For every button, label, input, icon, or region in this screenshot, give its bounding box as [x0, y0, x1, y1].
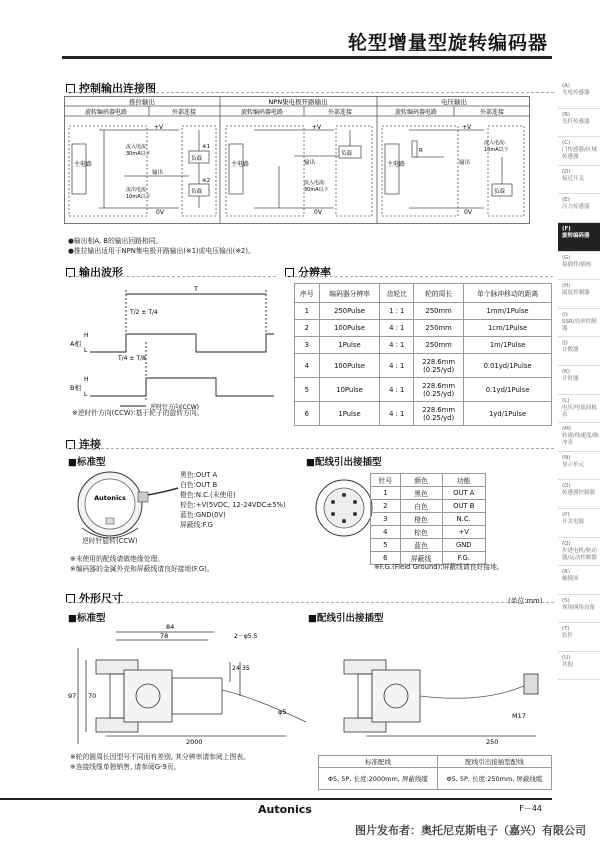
dim-70: 70: [88, 692, 97, 700]
note-line: ※编码器的金属外壳和屏蔽线请良好接地(F.G)。: [70, 565, 214, 573]
label-low: L: [84, 347, 88, 354]
control-output-notes: [68, 236, 255, 256]
unit-label: (单位:mm): [508, 597, 543, 605]
panel-title-pushpull: 推拉输出: [129, 98, 155, 106]
sidebar-letter: (J): [562, 340, 568, 347]
label-main-circuit: 主电路: [74, 161, 93, 168]
section-resolution: 分辨率: [285, 264, 331, 280]
sidebar-item[interactable]: [558, 538, 600, 567]
table-row: [371, 526, 486, 539]
table-row: [371, 500, 486, 513]
label-period: T: [194, 285, 198, 293]
table-cell: GND: [442, 539, 486, 552]
table-cell: 1 : 1: [380, 303, 414, 320]
sidebar-label: 旋转编码器: [562, 232, 590, 239]
sidebar-item[interactable]: [558, 80, 600, 109]
label-load: 负载: [494, 189, 506, 195]
table-cell: 2: [295, 320, 320, 337]
sidebar-label: 转速/线速度/脉冲表: [562, 433, 599, 447]
sidebar-letter: (D): [562, 168, 571, 175]
table-cell: 0.1yd/1Pulse: [464, 378, 552, 402]
table-cell: 白色: [400, 500, 442, 513]
sidebar-item[interactable]: [558, 337, 600, 366]
sidebar-letter: (N): [562, 454, 571, 461]
sidebar-letter: (G): [562, 254, 571, 261]
sidebar-letter: (P): [562, 511, 570, 518]
label-sink-current: 流入电流:: [304, 180, 326, 186]
wire-item: 橙色:N.C.(未使用): [180, 491, 236, 499]
table-cell: 1Pulse: [319, 402, 380, 426]
table-header: 序号: [295, 284, 320, 303]
label-high: H: [84, 376, 89, 383]
sidebar-letter: (S): [562, 597, 570, 604]
cable-table: [318, 755, 552, 790]
label-plus-v: +V: [154, 124, 164, 131]
sidebar-label: 光电传感器: [562, 90, 590, 96]
brand-logo-text: Autonics: [94, 494, 126, 502]
footer-brand: Autonics: [258, 803, 312, 816]
dim-hole: 2－φ5.5: [234, 633, 258, 640]
sidebar-item[interactable]: [558, 366, 600, 395]
table-cell: 228.6mm (0.25/yd): [414, 354, 464, 378]
table-cell: 6: [371, 552, 401, 565]
table-cell: 4: [295, 354, 320, 378]
sidebar-letter: (Q): [562, 540, 571, 547]
sidebar-label: 软件: [562, 633, 574, 640]
waveform-note: ※逆时针方向(CCW):基于轮子的旋转方向。: [72, 409, 204, 417]
sidebar-item[interactable]: [558, 423, 600, 452]
table-cell: 100Pulse: [319, 354, 380, 378]
label-ccw: 逆时针方向(CCW): [150, 404, 199, 411]
table-cell: 10Pulse: [319, 378, 380, 402]
table-row: [295, 378, 552, 402]
table-cell: 1: [295, 303, 320, 320]
cable-cell: Φ5, 5P, 长度:2000mm, 屏蔽线缆: [319, 768, 438, 790]
panel-title-npn: NPN集电极开路输出: [268, 98, 328, 106]
sidebar-item[interactable]: [558, 623, 600, 652]
pin-table: [370, 473, 486, 565]
sidebar-item[interactable]: [558, 252, 600, 281]
sidebar-letter: (C): [562, 140, 571, 147]
table-row: [371, 487, 486, 500]
table-cell: 0.01yd/1Pulse: [464, 354, 552, 378]
table-cell: 4: [371, 526, 401, 539]
col-external: 外部连接: [327, 109, 353, 116]
sidebar-item[interactable]: [558, 280, 600, 309]
table-cell: 屏蔽线: [400, 552, 442, 565]
label-load: 负载: [191, 189, 203, 195]
cable-header: 标准配线: [319, 756, 438, 768]
wire-item: 棕色:+V(5VDC, 12-24VDC±5%): [180, 501, 286, 509]
sidebar-letter: (M): [562, 426, 572, 433]
footer-rule: [0, 798, 552, 800]
connector-pin-diagram: [314, 478, 374, 538]
dim-2000: 2000: [186, 738, 203, 746]
section-dimensions: 外形尺寸: [66, 590, 123, 606]
note-line: ※轮的圆周长因型号不同而有差别, 其分辨率请参阅上图表。: [70, 753, 250, 761]
col-external: 外部连接: [171, 109, 197, 116]
connection-standard-title: ■标准型: [68, 457, 106, 468]
table-cell: 100Pulse: [319, 320, 380, 337]
sidebar-letter: (A): [562, 83, 571, 89]
section-control-output: 控制输出连接图: [66, 80, 156, 96]
table-cell: 3: [371, 513, 401, 526]
sidebar-label: 温度控制器: [562, 290, 590, 297]
sidebar-item[interactable]: [558, 194, 600, 223]
section-waveform: 输出波形: [66, 264, 123, 280]
sidebar-label: 接近开关: [562, 175, 585, 182]
page-title: 轮型增量型旋转编码器: [347, 32, 548, 54]
label-main-circuit: 主电路: [231, 161, 250, 168]
table-cell: 1Pulse: [319, 337, 380, 354]
dim-84: 84: [166, 623, 175, 631]
sidebar-item[interactable]: [558, 166, 600, 195]
sidebar-item[interactable]: [558, 309, 600, 338]
table-cell: 250mm: [414, 303, 464, 320]
table-cell: 4 : 1: [380, 320, 414, 337]
label-sink-current: 流入电流:: [484, 140, 506, 146]
note-line: ●推拉输出适用于NPN集电极开路输出(※1)或电压输出(※2)。: [68, 247, 255, 255]
sidebar-item[interactable]: [558, 452, 600, 481]
label-load: 负载: [341, 151, 353, 157]
panel-title-voltage: 电压输出: [441, 98, 467, 106]
col-encoder-circuit: 旋转编码器电路: [240, 109, 284, 116]
sidebar-letter: (B): [562, 111, 571, 118]
table-cell: 228.6mm (0.25/yd): [414, 402, 464, 426]
dimension-notes: [70, 752, 250, 772]
col-external: 外部连接: [479, 109, 505, 116]
wire-item: 蓝色:GND(0V): [180, 511, 226, 519]
label-main-circuit: 主电路: [387, 161, 406, 168]
section-rule: [285, 276, 553, 277]
section-rule: [66, 92, 554, 93]
section-rule: [66, 602, 554, 603]
sidebar-letter: (R): [562, 569, 571, 576]
table-cell: 6: [295, 402, 320, 426]
table-cell: 3: [295, 337, 320, 354]
table-cell: 4 : 1: [380, 354, 414, 378]
page-number: F－44: [519, 804, 542, 813]
table-row: [295, 303, 552, 320]
note-line: ※连接线缆单独销售, 请参阅G-9页。: [70, 763, 181, 771]
label-resistor: R: [419, 148, 423, 154]
table-cell: 2: [371, 500, 401, 513]
sidebar-item[interactable]: [558, 223, 600, 252]
table-cell: 蓝色: [400, 539, 442, 552]
sidebar-label: 步进电机/驱动器/运动控制器: [562, 547, 597, 561]
table-header: 单个脉冲移动的距离: [464, 284, 552, 303]
sidebar-label: 电压/电流面板表: [562, 404, 597, 418]
section-connection: 连接: [66, 436, 101, 452]
wire-color-list: [180, 470, 286, 530]
dim-78: 78: [160, 632, 169, 640]
table-cell: OUT A: [442, 487, 486, 500]
sidebar-label: SSR/功率控制器: [562, 318, 597, 332]
sidebar-label: 触摸屏: [562, 576, 579, 583]
table-cell: 1: [371, 487, 401, 500]
sidebar-item[interactable]: [558, 652, 600, 681]
table-cell: 棕色: [400, 526, 442, 539]
label-output: 输出: [459, 160, 471, 166]
table-header: 功能: [442, 474, 486, 487]
sidebar-letter: (K): [562, 368, 570, 375]
table-row: [295, 337, 552, 354]
section-rule: [66, 276, 276, 277]
label-sink-current: 流入电流:: [126, 144, 148, 150]
connection-connector-title: ■配线引出接插型: [306, 457, 382, 468]
table-header: 轮的周长: [414, 284, 464, 303]
pin-note: ※F.G.(Field Ground):屏蔽线请良好接地。: [374, 563, 504, 571]
table-cell: OUT B: [442, 500, 486, 513]
sidebar-letter: (F): [562, 225, 571, 232]
table-cell: 5: [295, 378, 320, 402]
label-sink-current-value: 10mA以下: [484, 147, 509, 153]
label-sink-current-value: 30mA以下: [304, 187, 329, 193]
label-zero-v: 0V: [156, 209, 164, 216]
cable-cell: Φ5, 5P, 长度:250mm, 屏蔽线缆: [437, 768, 551, 790]
table-cell: 250Pulse: [319, 303, 380, 320]
label-output: 输出: [304, 160, 316, 166]
table-cell: 黑色: [400, 487, 442, 500]
sidebar-letter: (H): [562, 283, 571, 290]
publisher-watermark: 图片发布者：奥托尼克斯电子（嘉兴）有限公司: [355, 824, 586, 837]
label-ccw-rotation: 逆时针旋转(CCW): [82, 537, 138, 545]
sidebar-item[interactable]: [558, 595, 600, 624]
sidebar-letter: (E): [562, 197, 570, 204]
sidebar-label: 传感器控制器: [562, 490, 596, 497]
label-high: H: [84, 332, 89, 339]
label-quarter-period: T/4 ± T/8: [118, 355, 146, 362]
table-cell: 4 : 1: [380, 402, 414, 426]
label-source-current-value: 10mA以下: [126, 194, 151, 200]
sidebar-label: 压力传感器: [562, 204, 590, 211]
label-note2: ※2: [202, 178, 211, 184]
label-zero-v: 0V: [314, 209, 322, 216]
table-cell: 1yd/1Pulse: [464, 402, 552, 426]
label-note1: ※1: [202, 144, 211, 150]
dim-35: 35: [242, 665, 250, 672]
sidebar-label: 接插件/插座: [562, 261, 592, 268]
sidebar-label: 光纤传感器: [562, 118, 590, 125]
resolution-table: [294, 283, 552, 426]
dim-connector-title: ■配线引出接插型: [308, 613, 384, 624]
label-zero-v: 0V: [464, 209, 472, 216]
table-row: [371, 513, 486, 526]
label-half-period: T/2 ± T/4: [130, 309, 158, 316]
table-header: 颜色: [400, 474, 442, 487]
table-cell: N.C.: [442, 513, 486, 526]
sidebar-letter: (O): [562, 483, 571, 490]
dim-24: 24: [232, 665, 240, 672]
sidebar-label: 其他: [562, 661, 574, 668]
title-rule: [62, 56, 552, 59]
col-encoder-circuit: 旋转编码器电路: [84, 109, 128, 116]
sidebar-item[interactable]: [558, 566, 600, 595]
table-cell: 1m/1Pulse: [464, 337, 552, 354]
table-row: [371, 539, 486, 552]
cable-header: 配线引出接插型配线: [437, 756, 551, 768]
section-rule: [66, 448, 554, 449]
wire-item: 白色:OUT B: [180, 481, 218, 489]
label-source-current: 流出电流:: [126, 187, 148, 193]
sidebar-label: 开关电源: [562, 518, 585, 525]
table-header: 齿轮比: [380, 284, 414, 303]
sidebar-label: 显示单元: [562, 461, 585, 468]
label-output: 输出: [152, 170, 164, 176]
table-cell: 1cm/1Pulse: [464, 320, 552, 337]
col-encoder-circuit: 旋转编码器电路: [394, 109, 438, 116]
sidebar-item[interactable]: [558, 509, 600, 538]
sidebar-item[interactable]: [558, 395, 600, 424]
table-cell: +V: [442, 526, 486, 539]
connection-notes: [70, 554, 214, 574]
table-cell: 228.6mm (0.25/yd): [414, 378, 464, 402]
table-row: [295, 354, 552, 378]
table-header: 编码器分辨率: [319, 284, 380, 303]
sidebar-item[interactable]: [558, 137, 600, 166]
table-cell: 1mm/1Pulse: [464, 303, 552, 320]
sidebar-index: [558, 80, 600, 680]
wire-item: 黑色:OUT A: [180, 471, 218, 479]
label-load: 负载: [191, 156, 203, 162]
sidebar-label: 门传感器/区域传感器: [562, 147, 597, 161]
table-cell: 4 : 1: [380, 337, 414, 354]
sidebar-label: 计时器: [562, 375, 579, 382]
sidebar-letter: (T): [562, 626, 570, 633]
control-output-diagram: [64, 96, 530, 234]
label-plus-v: +V: [462, 124, 472, 131]
wire-item: 屏蔽线:F.G: [180, 521, 213, 529]
table-cell: 5: [371, 539, 401, 552]
label-low: L: [84, 391, 88, 398]
note-line: ※未使用的配线请做绝缘处理。: [70, 555, 165, 563]
label-phase-a: A相: [70, 340, 81, 348]
sidebar-letter: (L): [562, 397, 570, 404]
label-phase-b: B相: [70, 384, 81, 392]
table-row: [295, 402, 552, 426]
sidebar-item[interactable]: [558, 480, 600, 509]
table-header: 针号: [371, 474, 401, 487]
dim-standard-title: ■标准型: [68, 613, 106, 624]
sidebar-label: 计数器: [562, 347, 579, 354]
table-cell: 250mm: [414, 337, 464, 354]
dimension-drawing: [66, 618, 546, 748]
sidebar-letter: (I): [562, 311, 568, 318]
table-cell: 4 : 1: [380, 378, 414, 402]
table-cell: 橙色: [400, 513, 442, 526]
label-plus-v: +V: [312, 124, 322, 131]
sidebar-item[interactable]: [558, 109, 600, 138]
dim-m17: M17: [512, 712, 526, 720]
dim-97: 97: [68, 692, 77, 700]
dim-cable-dia: φ5: [278, 708, 287, 716]
label-sink-current-value: 30mA以下: [126, 151, 151, 157]
table-row: [295, 320, 552, 337]
sidebar-label: 现场网络设备: [562, 604, 596, 611]
sidebar-letter: (U): [562, 654, 571, 661]
table-cell: F.G.: [442, 552, 486, 565]
waveform-diagram: [70, 282, 280, 422]
table-cell: 250mm: [414, 320, 464, 337]
dim-250: 250: [486, 738, 499, 746]
note-line: ●输出相A, B的输出回路相同。: [68, 237, 163, 245]
